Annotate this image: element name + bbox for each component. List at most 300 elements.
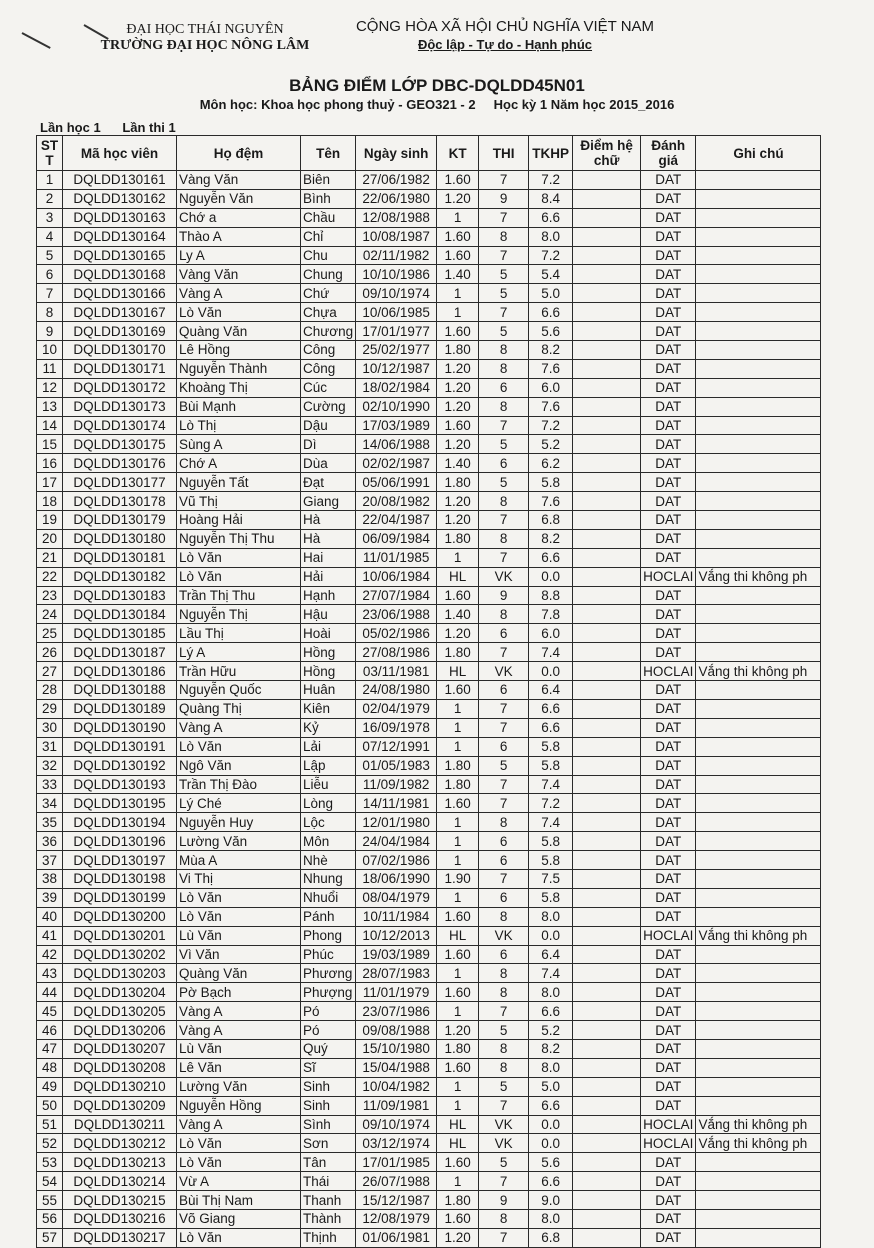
exam-score: 8 [479,529,529,548]
kt-score: 1.60 [437,681,479,700]
evaluation: DAT [641,983,696,1002]
table-row [37,869,821,888]
kt-score: 1.20 [437,378,479,397]
given-name: Huân [301,681,356,700]
surname: Nguyễn Thị Thu [177,529,301,548]
table-row [37,454,821,473]
kt-score: 1 [437,851,479,870]
exam-score: 8 [479,1209,529,1228]
final-score: 6.6 [529,718,573,737]
birth-date: 24/04/1984 [356,832,437,851]
letter-grade [573,416,641,435]
birth-date: 17/01/1985 [356,1153,437,1172]
evaluation: DAT [641,303,696,322]
kt-score: 1.60 [437,1153,479,1172]
kt-score: 1 [437,699,479,718]
kt-score: 1.20 [437,492,479,511]
given-name: Phượng [301,983,356,1002]
birth-date: 16/09/1978 [356,718,437,737]
evaluation: DAT [641,1077,696,1096]
exam-score: 9 [479,586,529,605]
row-stt: 18 [37,492,63,511]
note [696,699,821,718]
exam-score: 6 [479,888,529,907]
row-stt: 42 [37,945,63,964]
kt-score: 1.20 [437,359,479,378]
evaluation: HOCLAI [641,567,696,586]
letter-grade [573,907,641,926]
table-row [37,964,821,983]
note [696,529,821,548]
final-score: 7.4 [529,775,573,794]
row-stt: 54 [37,1172,63,1191]
surname: Quàng Thị [177,699,301,718]
exam-score: 8 [479,341,529,360]
surname: Vàng Văn [177,171,301,190]
evaluation: DAT [641,529,696,548]
birth-date: 11/01/1979 [356,983,437,1002]
note [696,851,821,870]
letter-grade [573,548,641,567]
final-score: 8.2 [529,1039,573,1058]
final-score: 7.4 [529,813,573,832]
letter-grade [573,1002,641,1021]
birth-date: 26/07/1988 [356,1172,437,1191]
birth-date: 10/06/1985 [356,303,437,322]
final-score: 5.8 [529,888,573,907]
kt-score: 1 [437,1172,479,1191]
given-name: Thanh [301,1191,356,1210]
student-code: DQLDD130213 [63,1153,177,1172]
row-stt: 16 [37,454,63,473]
final-score: 7.2 [529,246,573,265]
student-code: DQLDD130168 [63,265,177,284]
note: Vắng thi không ph [696,926,821,945]
given-name: Lải [301,737,356,756]
given-name: Hai [301,548,356,567]
row-stt: 10 [37,341,63,360]
letter-grade [573,1039,641,1058]
row-stt: 5 [37,246,63,265]
given-name: Tân [301,1153,356,1172]
letter-grade [573,378,641,397]
given-name: Sình [301,1115,356,1134]
kt-score: 1 [437,284,479,303]
final-score: 7.6 [529,359,573,378]
student-code: DQLDD130179 [63,511,177,530]
exam-score: 8 [479,983,529,1002]
student-code: DQLDD130181 [63,548,177,567]
letter-grade [573,303,641,322]
birth-date: 18/02/1984 [356,378,437,397]
exam-score: 6 [479,681,529,700]
kt-score: 1 [437,718,479,737]
table-row [37,775,821,794]
row-stt: 40 [37,907,63,926]
kt-score: 1 [437,1002,479,1021]
kt-score: 1.60 [437,586,479,605]
surname: Vi Thị [177,869,301,888]
surname: Hoàng Hải [177,511,301,530]
table-row [37,624,821,643]
student-code: DQLDD130177 [63,473,177,492]
exam-score: 8 [479,964,529,983]
table-row [37,529,821,548]
birth-date: 23/07/1986 [356,1002,437,1021]
row-stt: 24 [37,605,63,624]
note [696,359,821,378]
final-score: 5.2 [529,435,573,454]
birth-date: 24/08/1980 [356,681,437,700]
note: Vắng thi không ph [696,662,821,681]
nation-name: CỘNG HÒA XÃ HỘI CHỦ NGHĨA VIỆT NAM [355,18,655,35]
exam-score: 7 [479,171,529,190]
table-row [37,756,821,775]
evaluation: DAT [641,435,696,454]
table-row [37,907,821,926]
exam-score: 7 [479,775,529,794]
letter-grade [573,926,641,945]
row-stt: 45 [37,1002,63,1021]
given-name: Hải [301,567,356,586]
evaluation: DAT [641,189,696,208]
given-name: Sĩ [301,1058,356,1077]
given-name: Cúc [301,378,356,397]
table-row [37,794,821,813]
final-score: 6.6 [529,208,573,227]
letter-grade [573,1172,641,1191]
note [696,189,821,208]
final-score: 5.8 [529,832,573,851]
final-score: 8.2 [529,341,573,360]
given-name: Biên [301,171,356,190]
surname: Lò Văn [177,907,301,926]
evaluation: DAT [641,1039,696,1058]
final-score: 6.4 [529,681,573,700]
final-score: 7.8 [529,605,573,624]
student-code: DQLDD130200 [63,907,177,926]
given-name: Hậu [301,605,356,624]
letter-grade [573,832,641,851]
given-name: Lòng [301,794,356,813]
birth-date: 01/05/1983 [356,756,437,775]
exam-score: 7 [479,1172,529,1191]
surname: Lò Văn [177,1228,301,1247]
final-score: 6.6 [529,699,573,718]
row-stt: 39 [37,888,63,907]
birth-date: 02/10/1990 [356,397,437,416]
letter-grade [573,888,641,907]
row-stt: 2 [37,189,63,208]
col-student-code: Mã học viên [63,136,177,171]
letter-grade [573,246,641,265]
row-stt: 33 [37,775,63,794]
final-score: 8.2 [529,529,573,548]
kt-score: 1 [437,1077,479,1096]
kt-score: HL [437,926,479,945]
kt-score: 1.60 [437,171,479,190]
row-stt: 3 [37,208,63,227]
exam-score: 5 [479,265,529,284]
final-score: 8.0 [529,1058,573,1077]
kt-score: HL [437,567,479,586]
student-code: DQLDD130216 [63,1209,177,1228]
note [696,756,821,775]
row-stt: 30 [37,718,63,737]
table-row [37,246,821,265]
birth-date: 20/08/1982 [356,492,437,511]
evaluation: DAT [641,737,696,756]
kt-score: 1.60 [437,246,479,265]
final-score: 5.0 [529,284,573,303]
student-code: DQLDD130165 [63,246,177,265]
letter-grade [573,1021,641,1040]
table-row [37,378,821,397]
nation-header [330,18,680,52]
surname: Quàng Văn [177,964,301,983]
row-stt: 43 [37,964,63,983]
student-code: DQLDD130202 [63,945,177,964]
surname: Nguyễn Thị [177,605,301,624]
final-score: 6.4 [529,945,573,964]
given-name: Kỷ [301,718,356,737]
evaluation: DAT [641,1209,696,1228]
birth-date: 10/04/1982 [356,1077,437,1096]
table-header [37,136,821,171]
evaluation: DAT [641,813,696,832]
kt-score: 1.80 [437,643,479,662]
table-row [37,737,821,756]
given-name: Thành [301,1209,356,1228]
final-score: 5.8 [529,473,573,492]
given-name: Kiên [301,699,356,718]
student-code: DQLDD130189 [63,699,177,718]
evaluation: DAT [641,397,696,416]
table-row [37,303,821,322]
exam-score: VK [479,1134,529,1153]
student-code: DQLDD130205 [63,1002,177,1021]
note [696,605,821,624]
surname: Ly A [177,246,301,265]
evaluation: DAT [641,416,696,435]
letter-grade [573,1134,641,1153]
note [696,454,821,473]
row-stt: 32 [37,756,63,775]
given-name: Phương [301,964,356,983]
row-stt: 35 [37,813,63,832]
exam-score: 7 [479,208,529,227]
row-stt: 6 [37,265,63,284]
final-score: 6.6 [529,1096,573,1115]
kt-score: 1.40 [437,265,479,284]
row-stt: 22 [37,567,63,586]
final-score: 5.8 [529,851,573,870]
surname: Pờ Bạch [177,983,301,1002]
row-stt: 34 [37,794,63,813]
evaluation: DAT [641,265,696,284]
evaluation: DAT [641,1021,696,1040]
letter-grade [573,492,641,511]
col-dob: Ngày sinh [356,136,437,171]
row-stt: 41 [37,926,63,945]
note [696,548,821,567]
note [696,303,821,322]
student-code: DQLDD130211 [63,1115,177,1134]
surname: Nguyễn Tất [177,473,301,492]
evaluation: DAT [641,605,696,624]
birth-date: 10/11/1984 [356,907,437,926]
kt-score: 1.20 [437,1228,479,1247]
surname: Lò Văn [177,1153,301,1172]
birth-date: 09/10/1974 [356,1115,437,1134]
note [696,586,821,605]
student-code: DQLDD130173 [63,397,177,416]
exam-score: 6 [479,832,529,851]
note [696,624,821,643]
table-row [37,945,821,964]
table-row [37,1191,821,1210]
final-score: 0.0 [529,567,573,586]
birth-date: 15/12/1987 [356,1191,437,1210]
letter-grade [573,983,641,1002]
kt-score: 1.60 [437,416,479,435]
surname: Võ Giang [177,1209,301,1228]
exam-score: 6 [479,624,529,643]
evaluation: DAT [641,681,696,700]
note [696,1096,821,1115]
birth-date: 15/04/1988 [356,1058,437,1077]
kt-score: 1.60 [437,1209,479,1228]
note [696,1021,821,1040]
note [696,171,821,190]
evaluation: DAT [641,1153,696,1172]
student-code: DQLDD130163 [63,208,177,227]
given-name: Chứ [301,284,356,303]
kt-score: 1.60 [437,907,479,926]
given-name: Chương [301,322,356,341]
table-row [37,265,821,284]
note [696,208,821,227]
student-code: DQLDD130196 [63,832,177,851]
table-row [37,416,821,435]
row-stt: 44 [37,983,63,1002]
row-stt: 21 [37,548,63,567]
note [696,794,821,813]
letter-grade [573,529,641,548]
evaluation: DAT [641,208,696,227]
birth-date: 10/10/1986 [356,265,437,284]
final-score: 8.4 [529,189,573,208]
evaluation: DAT [641,1191,696,1210]
given-name: Hạnh [301,586,356,605]
row-stt: 55 [37,1191,63,1210]
table-row [37,1077,821,1096]
given-name: Nhuổi [301,888,356,907]
surname: Bùi Thị Nam [177,1191,301,1210]
exam-score: 5 [479,1021,529,1040]
row-stt: 26 [37,643,63,662]
college-name: TRƯỜNG ĐẠI HỌC NÔNG LÂM [100,38,310,53]
given-name: Nhung [301,869,356,888]
study-attempt: Lần học 1 [40,120,101,135]
col-surname: Họ đệm [177,136,301,171]
birth-date: 22/06/1980 [356,189,437,208]
letter-grade [573,171,641,190]
kt-score: 1 [437,832,479,851]
birth-date: 14/06/1988 [356,435,437,454]
letter-grade [573,662,641,681]
given-name: Sơn [301,1134,356,1153]
score-table [36,135,821,1248]
letter-grade [573,1191,641,1210]
surname: Quàng Văn [177,322,301,341]
note [696,983,821,1002]
table-row [37,983,821,1002]
kt-score: 1.20 [437,189,479,208]
letter-grade [573,567,641,586]
student-code: DQLDD130169 [63,322,177,341]
row-stt: 37 [37,851,63,870]
given-name: Hà [301,511,356,530]
table-row [37,851,821,870]
given-name: Chu [301,246,356,265]
letter-grade [573,322,641,341]
letter-grade [573,227,641,246]
final-score: 7.6 [529,492,573,511]
final-score: 5.8 [529,737,573,756]
birth-date: 09/10/1974 [356,284,437,303]
given-name: Công [301,341,356,360]
student-code: DQLDD130208 [63,1058,177,1077]
letter-grade [573,265,641,284]
note [696,813,821,832]
surname: Lò Thị [177,416,301,435]
evaluation: HOCLAI [641,1134,696,1153]
col-stt: ST T [37,136,63,171]
surname: Lù Văn [177,926,301,945]
evaluation: DAT [641,359,696,378]
letter-grade [573,397,641,416]
exam-score: 7 [479,1096,529,1115]
kt-score: HL [437,1115,479,1134]
kt-score: 1.80 [437,473,479,492]
kt-score: 1.60 [437,983,479,1002]
surname: Lý A [177,643,301,662]
given-name: Lập [301,756,356,775]
table-row [37,1096,821,1115]
row-stt: 17 [37,473,63,492]
table-row [37,171,821,190]
birth-date: 07/12/1991 [356,737,437,756]
note [696,435,821,454]
table-row [37,435,821,454]
letter-grade [573,284,641,303]
student-code: DQLDD130178 [63,492,177,511]
surname: Trần Thị Thu [177,586,301,605]
surname: Bùi Mạnh [177,397,301,416]
row-stt: 31 [37,737,63,756]
given-name: Chung [301,265,356,284]
exam-score: 8 [479,1058,529,1077]
exam-attempt: Lần thi 1 [122,120,176,135]
note [696,964,821,983]
exam-score: 5 [479,473,529,492]
row-stt: 25 [37,624,63,643]
student-code: DQLDD130192 [63,756,177,775]
row-stt: 47 [37,1039,63,1058]
letter-grade [573,1209,641,1228]
student-code: DQLDD130197 [63,851,177,870]
